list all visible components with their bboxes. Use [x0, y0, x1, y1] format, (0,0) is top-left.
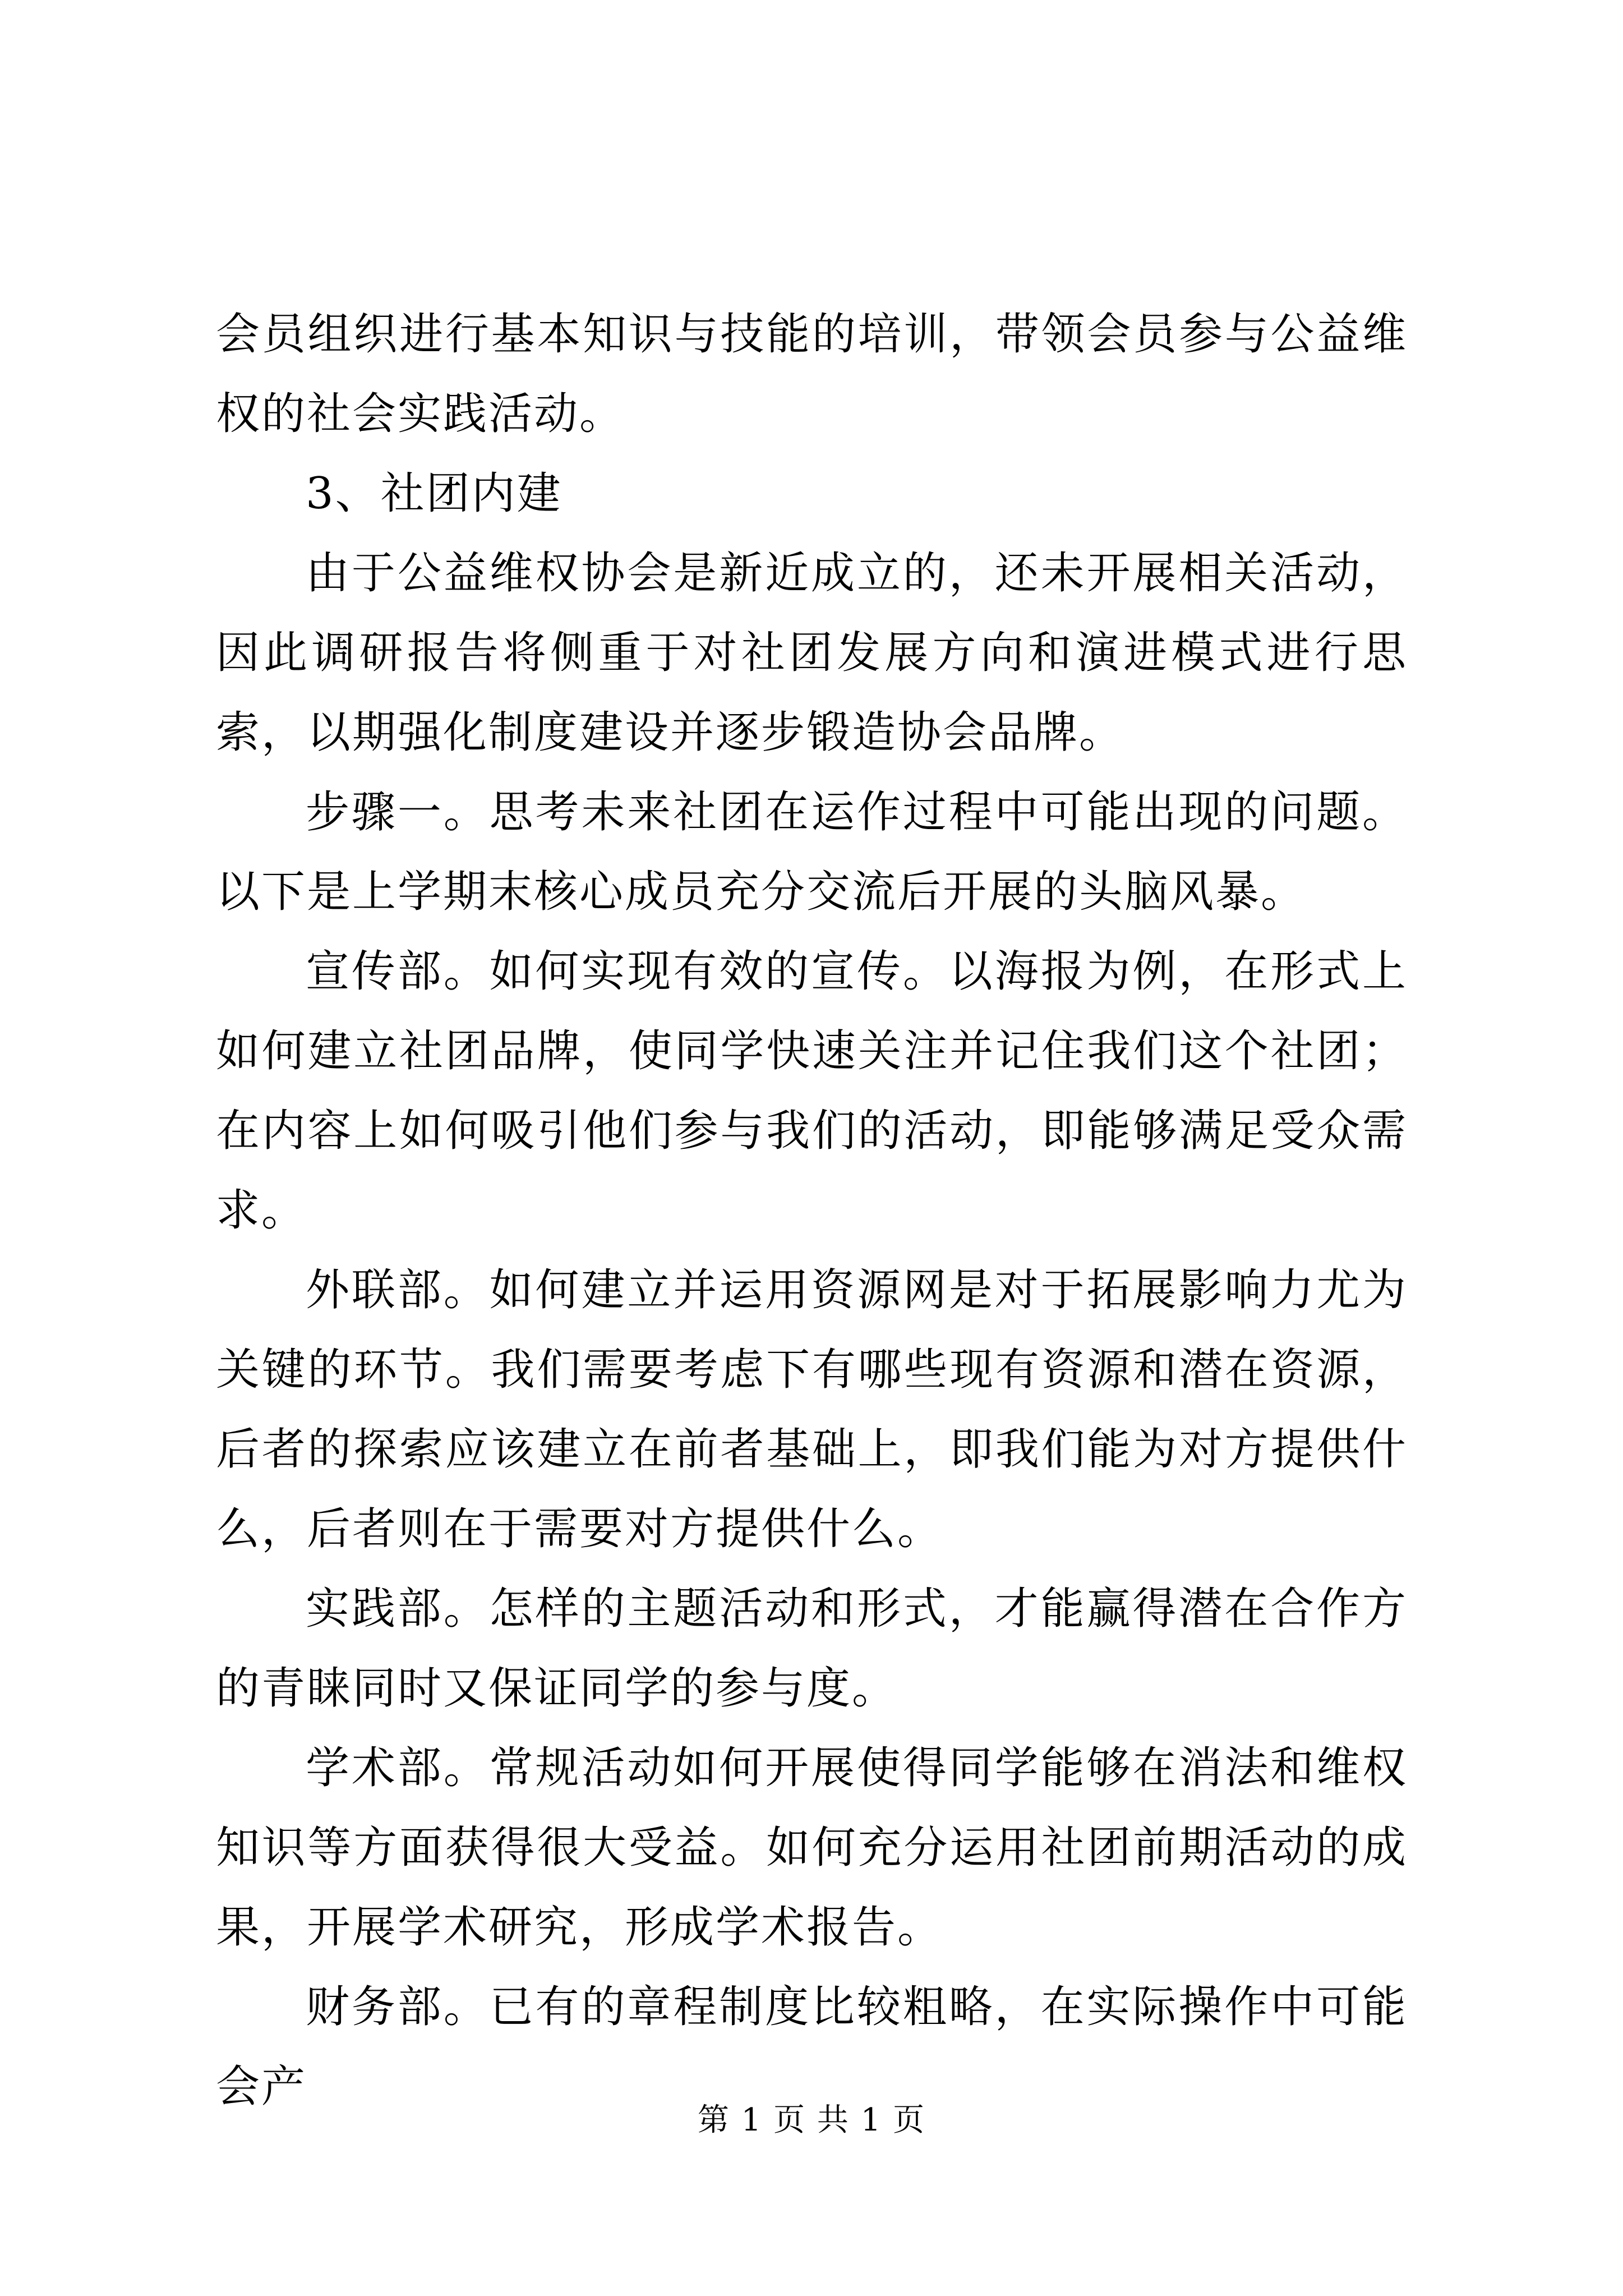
- paragraph-continuation: 会员组织进行基本知识与技能的培训，带领会员参与公益维权的社会实践活动。: [216, 309, 1408, 439]
- document-body: [216, 295, 1408, 2127]
- section-heading: 3、社团内建: [306, 468, 562, 519]
- paragraph-publicity-dept: 宣传部。如何实现有效的宣传。以海报为例，在形式上如何建立社团品牌，使同学快速关注并记住我们这个社团；在内容上如何吸引他们参与我们的活动，即能够满足受众需求。: [216, 946, 1408, 1236]
- paragraph-finance-dept: 财务部。已有的章程制度比较粗略，在实际操作中可能会产: [216, 1982, 1408, 2112]
- paragraph-academic-dept: 学术部。常规活动如何开展使得同学能够在消法和维权知识等方面获得很大受益。如何充分运用社团前期活动的成果，开展学术研究，形成学术报告。: [216, 1743, 1408, 1953]
- page-number-footer: 第 1 页 共 1 页: [697, 2102, 926, 2138]
- paragraph-practice-dept: 实践部。怎样的主题活动和形式，才能赢得潜在合作方的青睐同时又保证同学的参与度。: [216, 1584, 1408, 1714]
- paragraph-intro: 由于公益维权协会是新近成立的，还未开展相关活动，因此调研报告将侧重于对社团发展方向和演进模式进行思索，以期强化制度建设并逐步锻造协会品牌。: [216, 548, 1408, 758]
- paragraph-step-one: 步骤一。思考未来社团在运作过程中可能出现的问题。以下是上学期末核心成员充分交流后开展的头脑风暴。: [216, 787, 1408, 917]
- paragraph-liaison-dept: 外联部。如何建立并运用资源网是对于拓展影响力尤为关键的环节。我们需要考虑下有哪些现有资源和潜在资源，后者的探索应该建立在前者基础上，即我们能为对方提供什么，后者则在于需要对方提供什么。: [216, 1265, 1408, 1554]
